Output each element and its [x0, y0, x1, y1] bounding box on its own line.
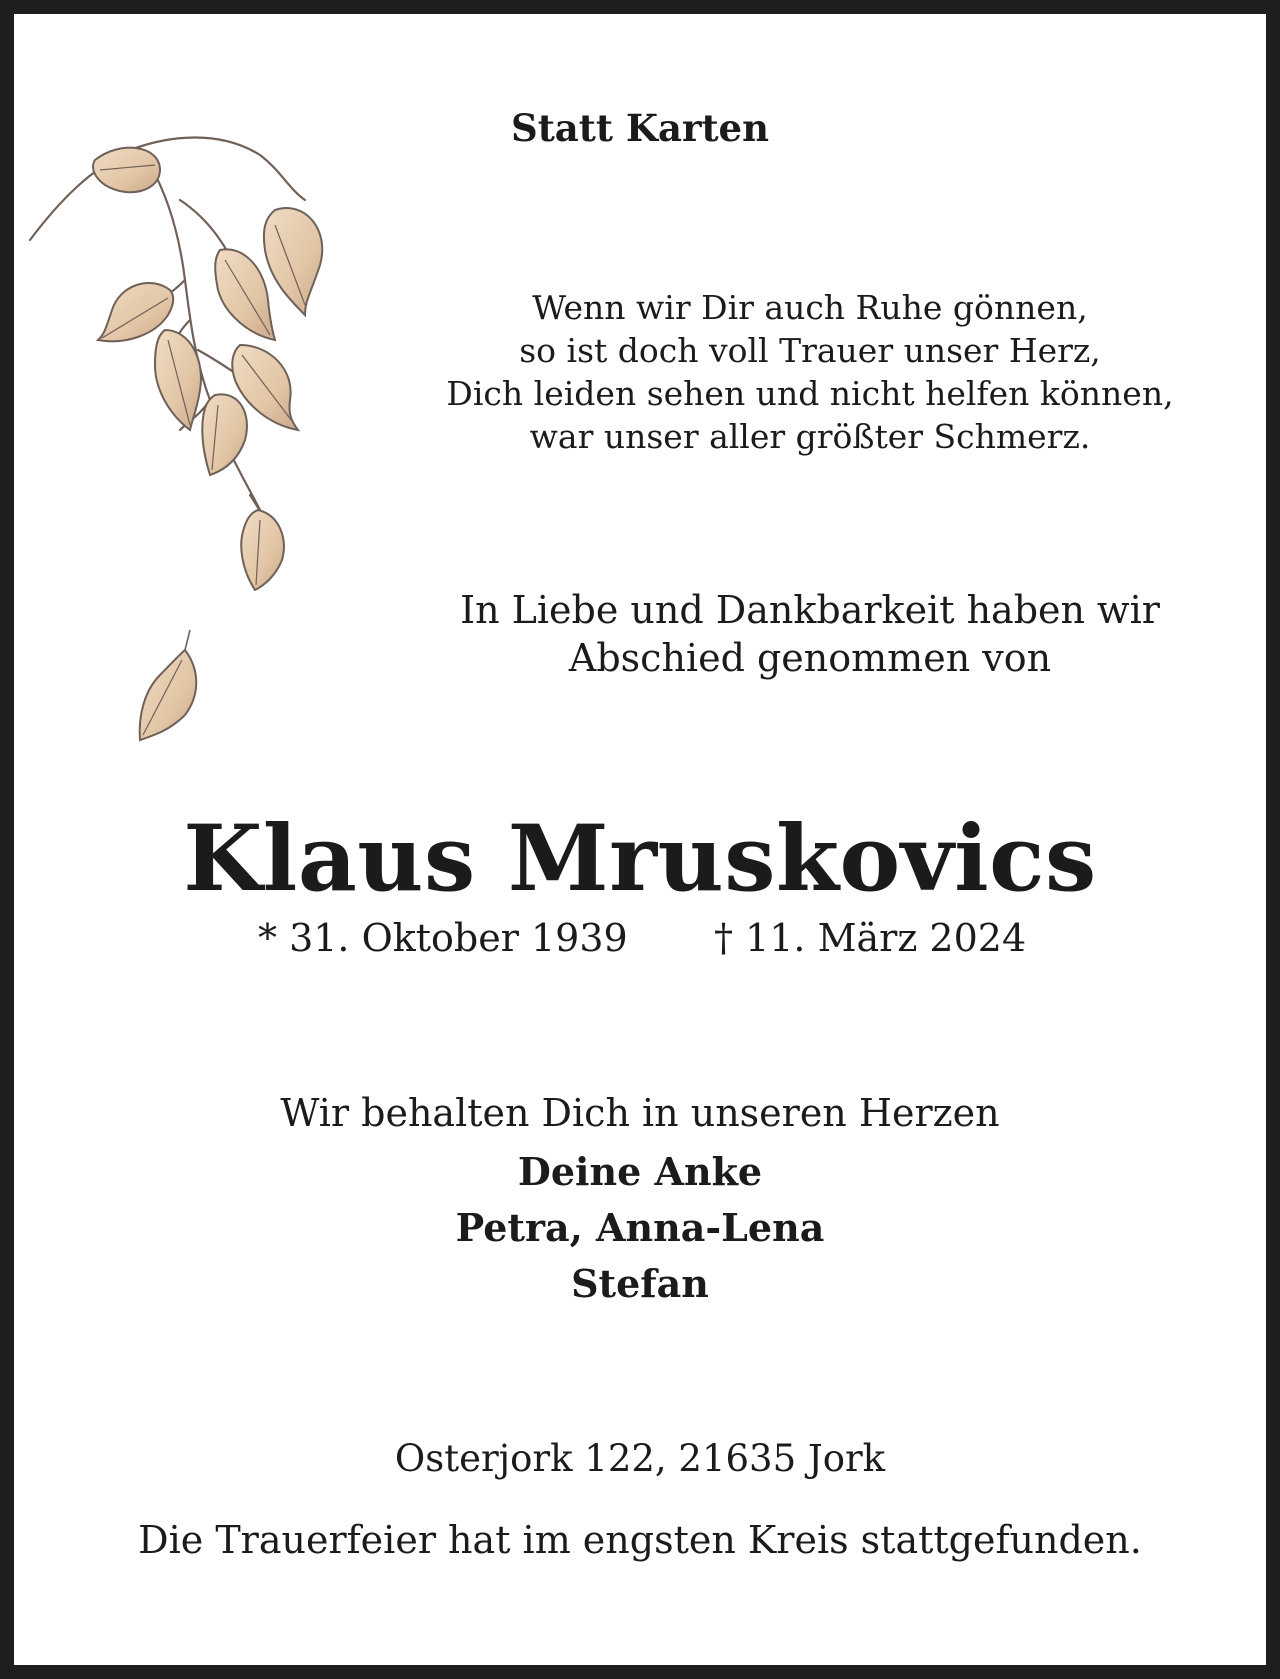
poem — [370, 286, 1250, 458]
family-member: Stefan — [571, 1261, 709, 1306]
death-date: † 11. März 2024 — [714, 916, 1027, 960]
farewell-line: Abschied genommen von — [568, 636, 1052, 680]
address: Osterjork 122, 21635 Jork — [394, 1437, 886, 1480]
poem-line: Dich leiden sehen und nicht helfen können, — [446, 374, 1174, 413]
farewell-text — [370, 586, 1250, 682]
birth-date: * 31. Oktober 1939 — [258, 916, 628, 960]
keep-line: Wir behalten Dich in unseren Herzen — [280, 1091, 1000, 1135]
poem-line: war unser aller größter Schmerz. — [529, 417, 1091, 456]
funeral-note: Die Trauerfeier hat im engsten Kreis stattgefunden. — [138, 1518, 1142, 1562]
family-member: Petra, Anna-Lena — [455, 1205, 825, 1250]
autumn-leaves-branch-icon — [20, 130, 340, 790]
family-member: Deine Anke — [517, 1149, 763, 1194]
poem-line: so ist doch voll Trauer unser Herz, — [519, 331, 1101, 370]
poem-line: Wenn wir Dir auch Ruhe gönnen, — [532, 288, 1088, 327]
farewell-line: In Liebe und Dankbarkeit haben wir — [460, 588, 1160, 632]
notice-header: Statt Karten — [510, 106, 769, 150]
deceased-name: Klaus Mruskovics — [183, 806, 1097, 912]
